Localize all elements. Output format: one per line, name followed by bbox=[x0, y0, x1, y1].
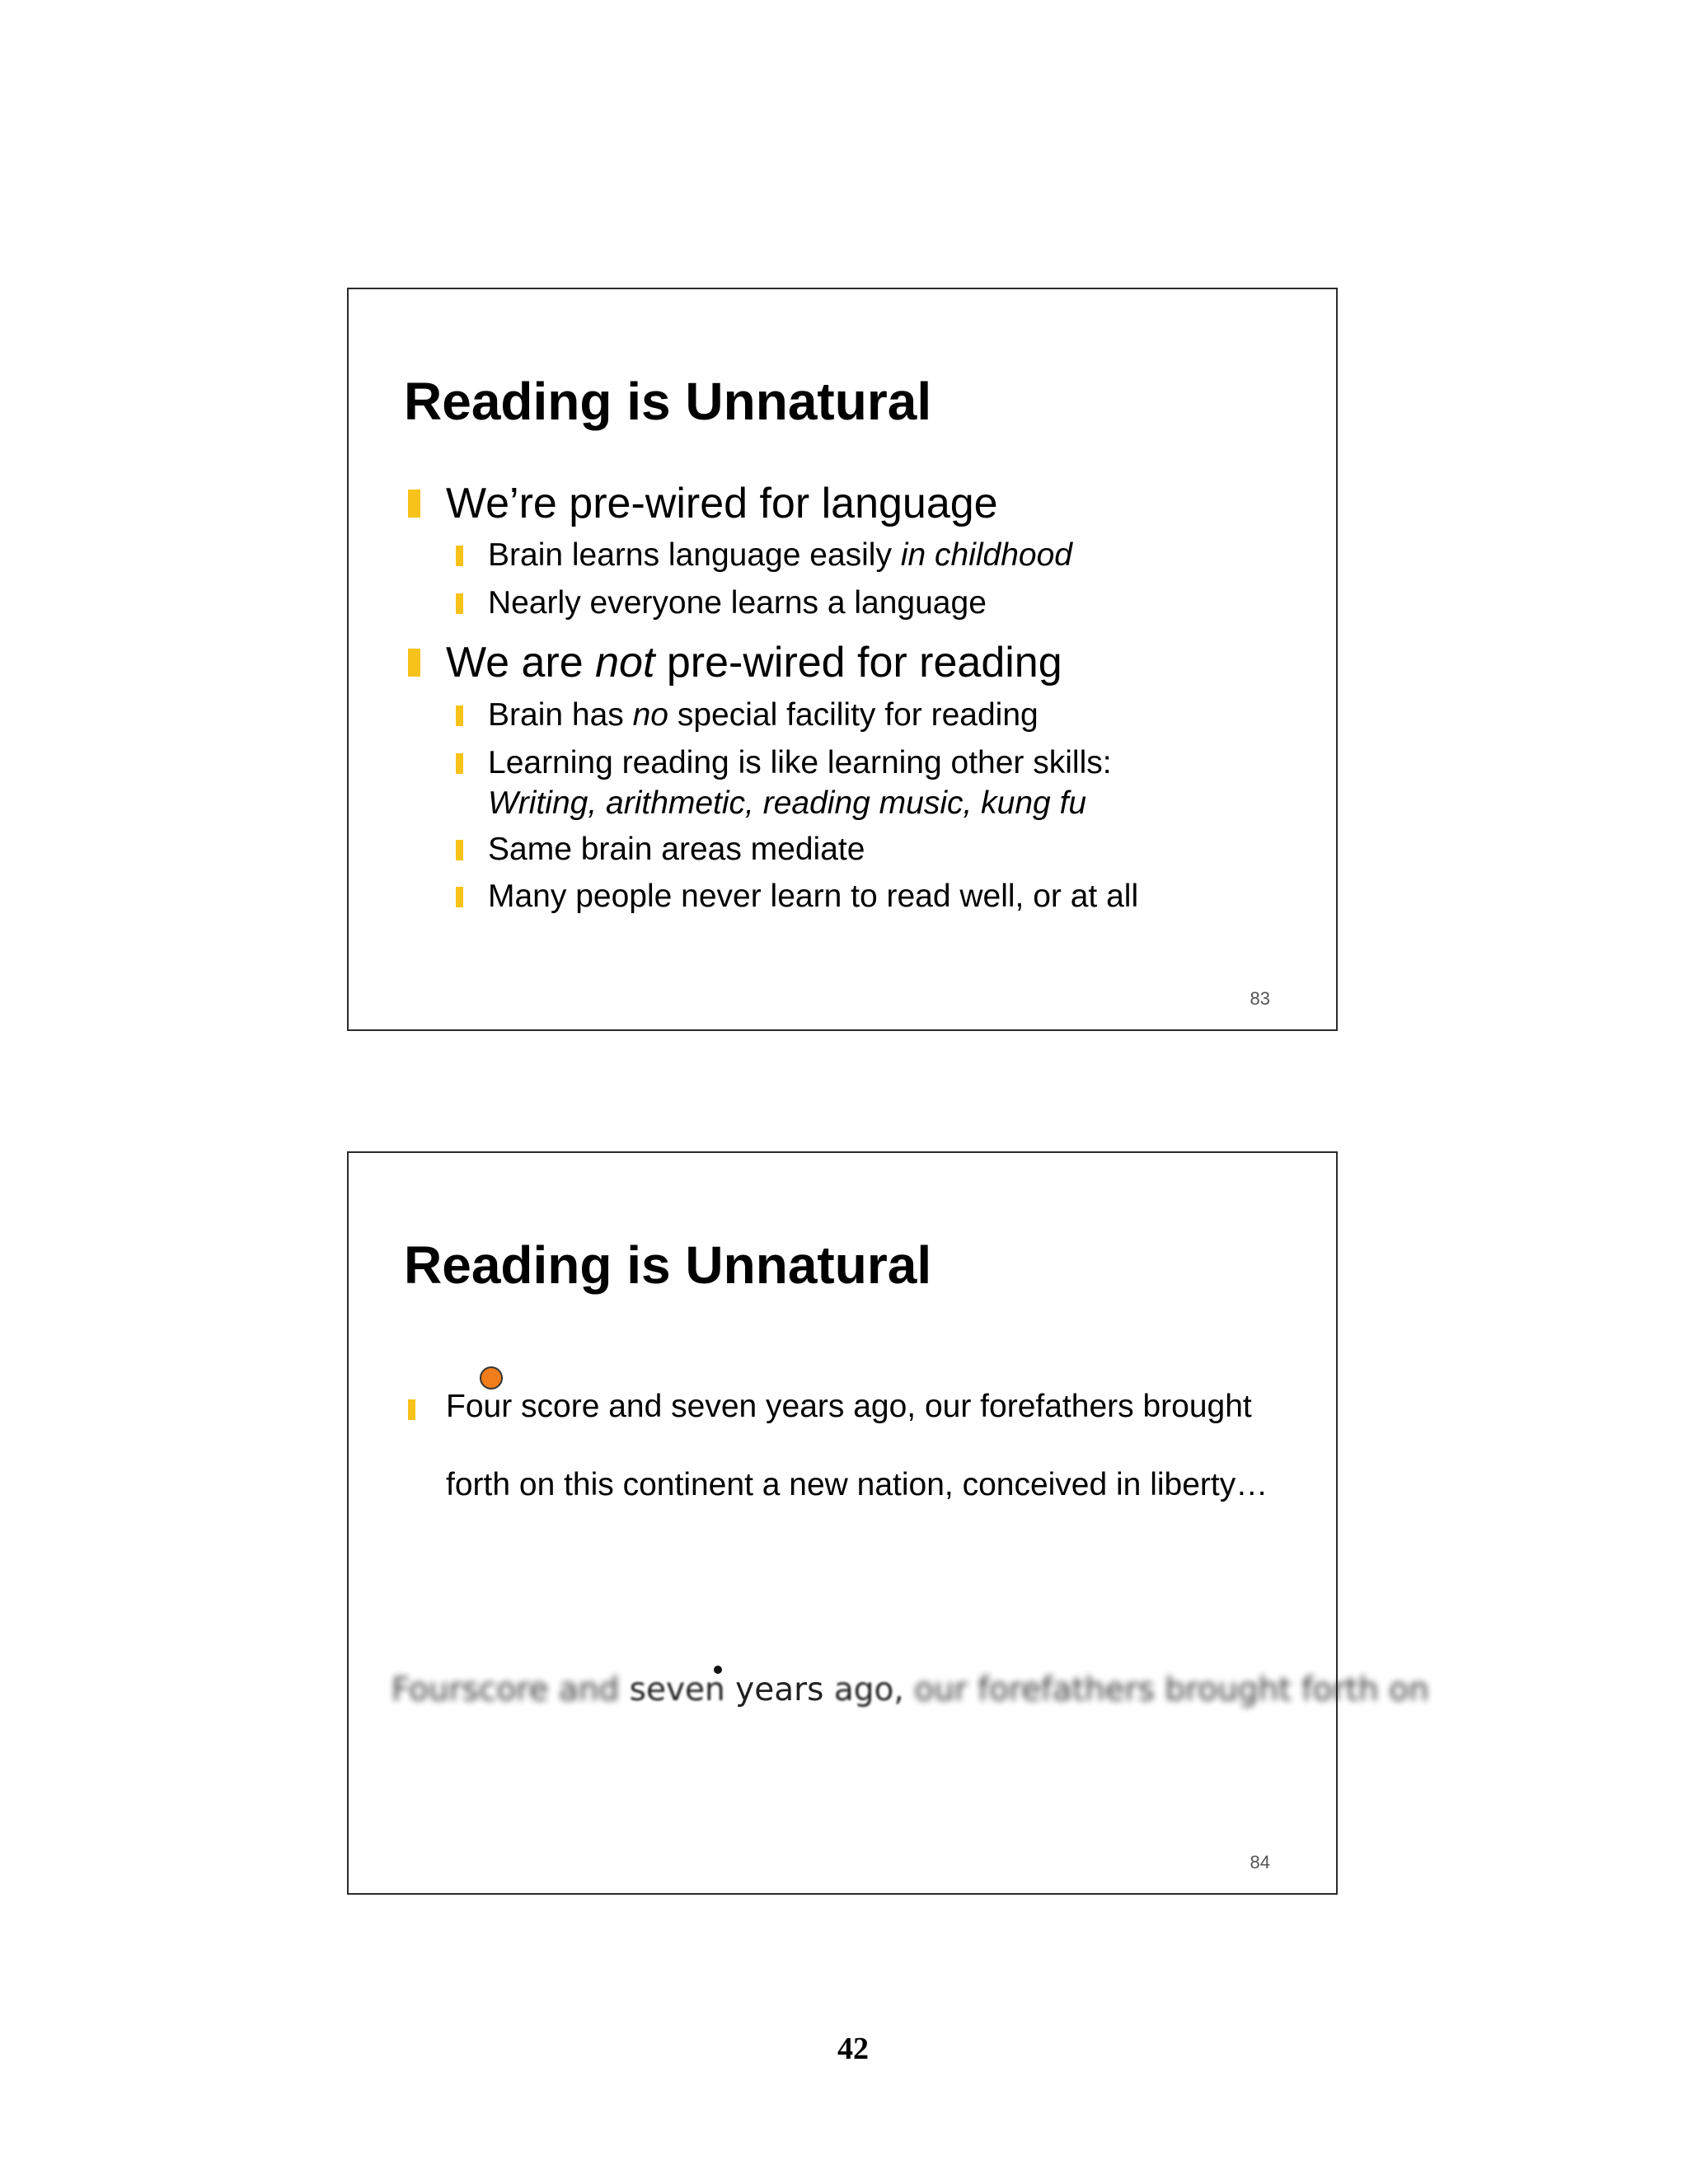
slide-page-number: 83 bbox=[1250, 988, 1270, 1009]
sub-bullet-no-facility: Brain has no special facility for reading bbox=[488, 697, 1039, 733]
slide-page-number: 84 bbox=[1250, 1852, 1270, 1872]
slide-title: Reading is Unnatural bbox=[404, 372, 932, 431]
gettysburg-quote-line-1: Four score and seven years ago, our forefathers brought bbox=[446, 1389, 1252, 1424]
bullet-marker bbox=[408, 490, 420, 518]
sub-bullet-marker bbox=[456, 840, 463, 860]
sub-bullet-skills-examples: Writing, arithmetic, reading music, kung fu bbox=[488, 785, 1087, 821]
focused-text-left: seven bbox=[629, 1671, 725, 1708]
sub-bullet-childhood: Brain learns language easily in childhood bbox=[488, 537, 1072, 573]
focused-text-right: ago, bbox=[833, 1671, 904, 1708]
slide-83 bbox=[347, 288, 1338, 1031]
sub-bullet-brain-areas: Same brain areas mediate bbox=[488, 832, 865, 867]
sub-bullet-marker bbox=[456, 887, 463, 907]
peripheral-vision-demo bbox=[392, 1670, 1429, 1711]
bullet-reading: We are not pre-wired for reading bbox=[446, 639, 1062, 687]
bullet-marker bbox=[408, 649, 420, 677]
sub-bullet-everyone: Nearly everyone learns a language bbox=[488, 585, 987, 621]
sub-bullet-marker bbox=[456, 593, 463, 614]
slide-84 bbox=[347, 1151, 1429, 1895]
bullet-marker bbox=[408, 1399, 415, 1420]
eye-fixation-marker bbox=[480, 1366, 503, 1390]
slide-title: Reading is Unnatural bbox=[404, 1235, 932, 1295]
blurred-text-right: forefathers brought forth on bbox=[978, 1671, 1429, 1708]
bullet-language: We’re pre-wired for language bbox=[446, 480, 998, 527]
handout-page-number: 42 bbox=[837, 2032, 869, 2066]
focused-text-center: years bbox=[735, 1671, 824, 1708]
sub-bullet-marker bbox=[456, 753, 463, 774]
gettysburg-quote-line-2: forth on this continent a new nation, conceived in liberty… bbox=[446, 1467, 1268, 1502]
sub-bullet-skills: Learning reading is like learning other skills: bbox=[488, 745, 1112, 780]
sub-bullet-marker bbox=[456, 705, 463, 726]
blurred-text-mid: our bbox=[914, 1671, 968, 1708]
sub-bullet-never-learn: Many people never learn to read well, or at all bbox=[488, 879, 1139, 914]
blurred-text-left: Fourscore and bbox=[392, 1671, 620, 1708]
sub-bullet-marker bbox=[456, 546, 463, 566]
